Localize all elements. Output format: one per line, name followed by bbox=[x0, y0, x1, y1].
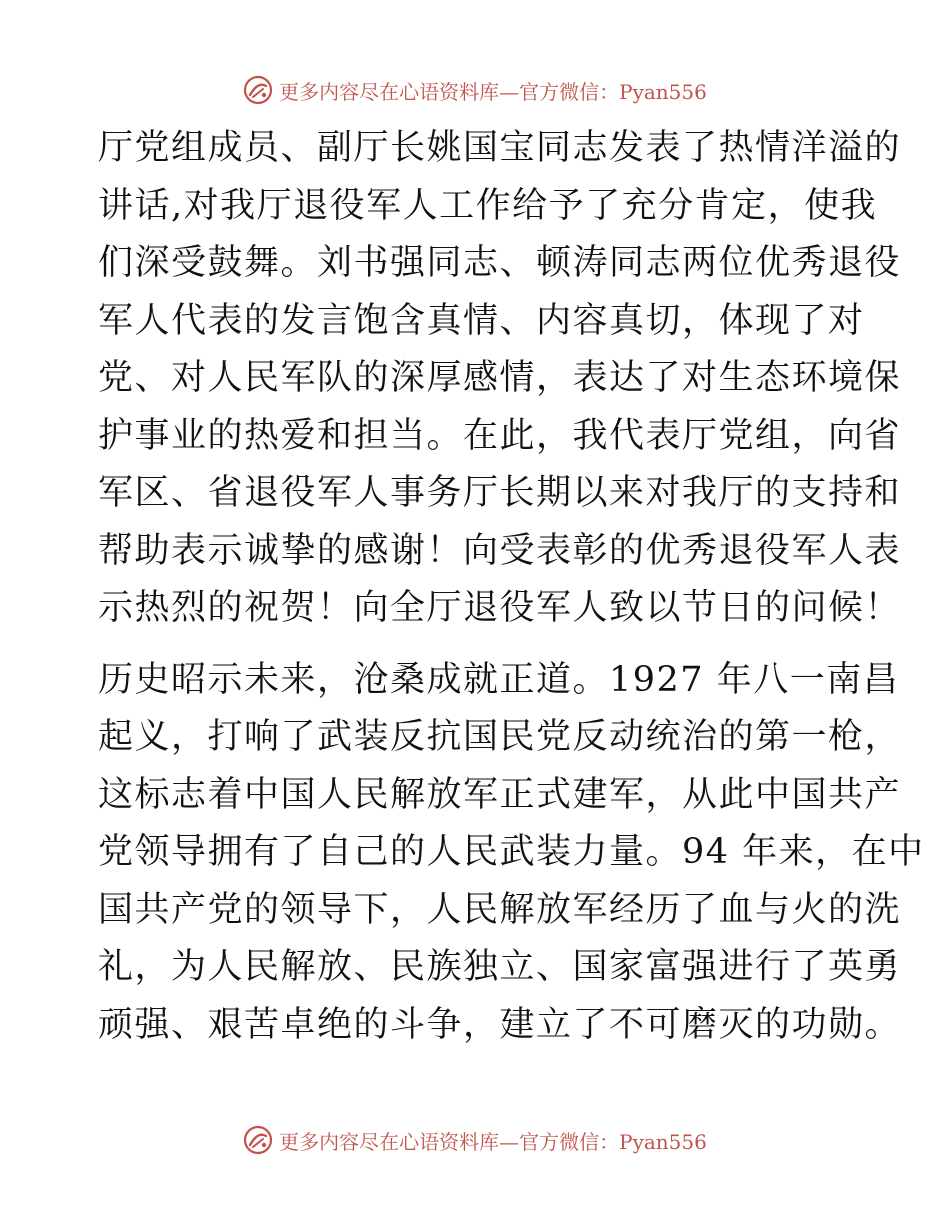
text-line: 示热烈的祝贺！向全厅退役军人致以节日的问候！ bbox=[98, 588, 902, 628]
text-line: 们深受鼓舞。刘书强同志、顿涛同志两位优秀退役 bbox=[98, 243, 902, 283]
text-line: 起义，打响了武装反抗国民党反动统治的第一枪， bbox=[98, 717, 902, 757]
seal-logo-icon bbox=[243, 75, 273, 105]
text-line: 讲话,对我厅退役军人工作给予了充分肯定，使我 bbox=[98, 185, 878, 226]
header-watermark bbox=[0, 70, 950, 110]
footer-watermark-text: 更多内容尽在心语资料库—官方微信：Pyan556 bbox=[279, 1129, 707, 1154]
body-text bbox=[98, 120, 925, 1060]
text-line: 这标志着中国人民解放军正式建军，从此中国共产 bbox=[98, 774, 902, 815]
seal-logo-icon bbox=[243, 1125, 273, 1155]
text-line: 国共产党的领导下，人民解放军经历了血与火的洗 bbox=[98, 889, 902, 930]
text-line: 军区、省退役军人事务厅长期以来对我厅的支持和 bbox=[98, 473, 902, 513]
text-line: 护事业的热爱和担当。在此，我代表厅党组，向省 bbox=[98, 415, 902, 456]
header-watermark-text: 更多内容尽在心语资料库—官方微信：Pyan556 bbox=[279, 79, 707, 104]
footer-watermark bbox=[0, 1120, 950, 1160]
paragraph bbox=[98, 652, 925, 1055]
paragraph-gap bbox=[98, 644, 858, 652]
text-line: 顽强、艰苦卓绝的斗争，建立了不可磨灭的功勋。 bbox=[98, 1004, 902, 1045]
text-line: 历史昭示未来，沧桑成就正道。1927 年八一南昌 bbox=[98, 659, 900, 700]
text-line: 礼，为人民解放、民族独立、国家富强进行了英勇 bbox=[98, 947, 902, 987]
text-line: 厅党组成员、副厅长姚国宝同志发表了热情洋溢的 bbox=[98, 128, 902, 168]
text-line: 帮助表示诚挚的感谢！向受表彰的优秀退役军人表 bbox=[98, 530, 902, 571]
text-line: 党领导拥有了自己的人民武装力量。94 年来，在中 bbox=[98, 832, 925, 872]
paragraph bbox=[98, 120, 902, 638]
text-line: 党、对人民军队的深厚感情，表达了对生态环境保 bbox=[98, 358, 902, 398]
text-line: 军人代表的发言饱含真情、内容真切，体现了对 bbox=[98, 300, 865, 341]
